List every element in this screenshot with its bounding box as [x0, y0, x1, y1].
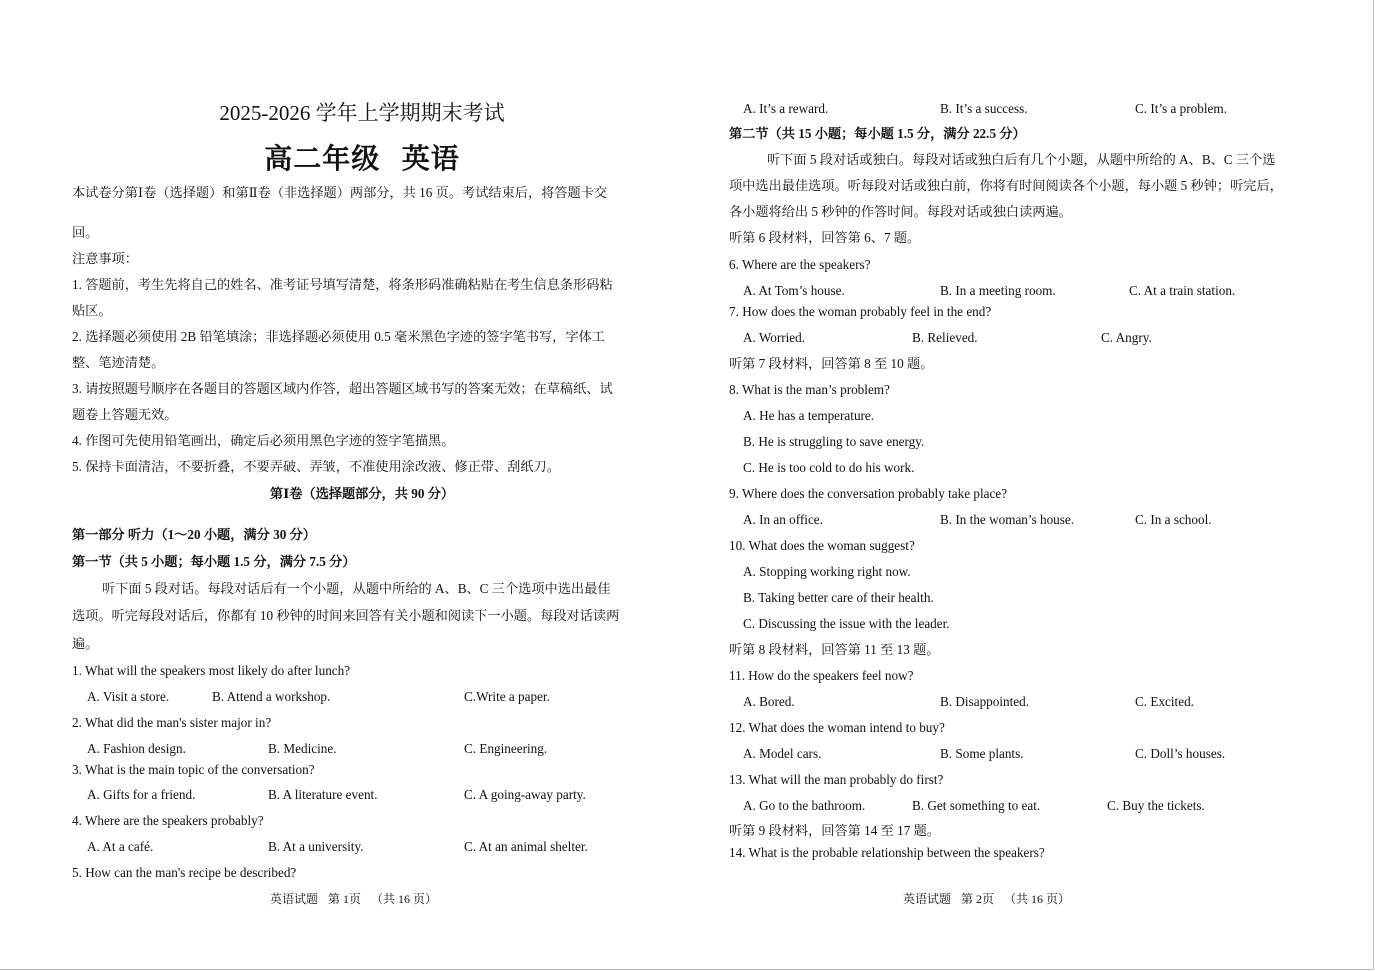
question-6: 6. Where are the speakers? [729, 257, 871, 272]
option-a: A. At a café. [87, 839, 154, 854]
footer-subject: 英语试题 [903, 892, 952, 906]
option-a: A. At Tom’s house. [743, 283, 845, 298]
option-a: A. Stopping working right now. [743, 564, 911, 579]
option-c: C. Doll’s houses. [1135, 746, 1226, 761]
option-c: C. Buy the tickets. [1107, 798, 1205, 813]
option-b: B. In the woman’s house. [940, 512, 1075, 527]
question-11: 11. How do the speakers feel now? [729, 668, 914, 683]
footer-total: （共 16 页） [1004, 892, 1071, 906]
note-item: 题卷上答题无效。 [72, 407, 178, 422]
option-c: C. At a train station. [1129, 283, 1236, 298]
option-a: A. It’s a reward. [743, 101, 829, 116]
option-a: A. Worried. [743, 330, 806, 345]
section1-heading: 第一节（共 5 小题；每小题 1.5 分，满分 7.5 分） [72, 554, 356, 569]
footer-total: （共 16 页） [371, 892, 438, 906]
part1-heading: 第一部分 听力（1～20 小题，满分 30 分） [72, 527, 316, 542]
question-2: 2. What did the man's sister major in? [72, 715, 272, 730]
question-12: 12. What does the woman intend to buy? [729, 720, 945, 735]
page-footer [270, 891, 437, 907]
page-footer [903, 891, 1070, 907]
option-b: B. A literature event. [268, 787, 378, 802]
section2-heading: 第二节（共 15 小题；每小题 1.5 分，满分 22.5 分） [729, 126, 1026, 141]
option-b: B. In a meeting room. [940, 283, 1056, 298]
question-7: 7. How does the woman probably feel in the end? [729, 304, 992, 319]
option-c: C. Excited. [1135, 694, 1194, 709]
option-b: B. Taking better care of their health. [743, 590, 934, 605]
section1-instructions: 遍。 [72, 636, 99, 651]
option-b: B. Get something to eat. [912, 798, 1041, 813]
option-a: A. Bored. [743, 694, 795, 709]
exam-title: 2025-2026 学年上学期期末考试 [219, 101, 505, 125]
notes-heading: 注意事项： [72, 251, 138, 266]
material-heading: 听第 6 段材料，回答第 6、7 题。 [729, 230, 921, 245]
note-item: 3. 请按照题号顺序在各题目的答题区域内作答，超出答题区域书写的答案无效；在草稿纸、试 [72, 381, 613, 396]
option-c: C. In a school. [1135, 512, 1212, 527]
option-b: B. At a university. [268, 839, 364, 854]
option-b: B. Disappointed. [940, 694, 1030, 709]
option-c: C. Discussing the issue with the leader. [743, 616, 950, 631]
section1-instructions: 听下面 5 段对话。每段对话后有一个小题，从题中所给的 A、B、C 三个选项中选出最佳 [102, 581, 611, 596]
option-c: C. Engineering. [464, 741, 548, 756]
footer-subject: 英语试题 [270, 892, 319, 906]
option-a: A. Model cars. [743, 746, 822, 761]
option-b: B. Medicine. [268, 741, 337, 756]
option-a: A. Go to the bathroom. [743, 798, 866, 813]
note-item: 1. 答题前，考生先将自己的姓名、准考证号填写清楚，将条形码准确粘贴在考生信息条形码粘 [72, 277, 613, 292]
option-b: B. It’s a success. [940, 101, 1028, 116]
note-item: 4. 作图可先使用铅笔画出，确定后必须用黑色字迹的签字笔描黑。 [72, 433, 455, 448]
material-heading: 听第 8 段材料，回答第 11 至 13 题。 [729, 642, 940, 657]
question-14: 14. What is the probable relationship between the speakers? [729, 845, 1045, 860]
option-b: B. Some plants. [940, 746, 1024, 761]
question-10: 10. What does the woman suggest? [729, 538, 915, 553]
option-b: B. Attend a workshop. [212, 689, 331, 704]
option-a: A. He has a temperature. [743, 408, 875, 423]
note-item: 2. 选择题必须使用 2B 铅笔填涂；非选择题必须使用 0.5 毫米黑色字迹的签字笔书写，字体工 [72, 329, 605, 344]
intro-text: 本试卷分第Ⅰ卷（选择题）和第Ⅱ卷（非选择题）两部分，共 16 页。考试结束后，将答题卡交 [72, 185, 608, 200]
question-8: 8. What is the man’s problem? [729, 382, 890, 397]
note-item: 贴区。 [72, 303, 112, 318]
option-c: C. He is too cold to do his work. [743, 460, 915, 475]
option-b: B. He is struggling to save energy. [743, 434, 925, 449]
section2-instructions: 听下面 5 段对话或独白。每段对话或独白后有几个小题，从题中所给的 A、B、C 三个选 [767, 152, 1276, 167]
footer-page: 第 1页 [328, 892, 362, 906]
option-b: B. Relieved. [912, 330, 978, 345]
question-1: 1. What will the speakers most likely do after lunch? [72, 663, 351, 678]
option-a: A. Fashion design. [87, 741, 186, 756]
volume-heading: 第Ⅰ卷（选择题部分，共 90 分） [269, 486, 455, 501]
question-5: 5. How can the man's recipe be described? [72, 865, 297, 880]
option-a: A. In an office. [743, 512, 823, 527]
question-9: 9. Where does the conversation probably take place? [729, 486, 1008, 501]
option-c: C. It’s a problem. [1135, 101, 1227, 116]
question-4: 4. Where are the speakers probably? [72, 813, 264, 828]
option-c: C.Write a paper. [464, 689, 550, 704]
option-c: C. At an animal shelter. [464, 839, 588, 854]
option-c: C. Angry. [1101, 330, 1152, 345]
material-heading: 听第 9 段材料，回答第 14 至 17 题。 [729, 823, 940, 838]
question-3: 3. What is the main topic of the conversation? [72, 762, 315, 777]
intro-text-cont: 回。 [72, 225, 99, 240]
note-item: 5. 保持卡面清洁，不要折叠，不要弄破、弄皱，不准使用涂改液、修正带、刮纸刀。 [72, 459, 560, 474]
section1-instructions: 选项。听完每段对话后，你都有 10 秒钟的时间来回答有关小题和阅读下一小题。每段对话读两 [72, 608, 620, 623]
footer-page: 第 2页 [961, 892, 995, 906]
note-item: 整、笔迹清楚。 [72, 355, 165, 370]
question-13: 13. What will the man probably do first? [729, 772, 944, 787]
material-heading: 听第 7 段材料，回答第 8 至 10 题。 [729, 356, 934, 371]
exam-subtitle: 高二年级 英语 [264, 142, 460, 175]
section2-instructions: 项中选出最佳选项。听每段对话或独白前，你将有时间阅读各个小题，每小题 5 秒钟；听完后， [729, 178, 1283, 193]
option-a: A. Gifts for a friend. [87, 787, 196, 802]
section2-instructions: 各小题将给出 5 秒钟的作答时间。每段对话或独白读两遍。 [729, 204, 1072, 219]
option-c: C. A going-away party. [464, 787, 586, 802]
option-a: A. Visit a store. [87, 689, 170, 704]
